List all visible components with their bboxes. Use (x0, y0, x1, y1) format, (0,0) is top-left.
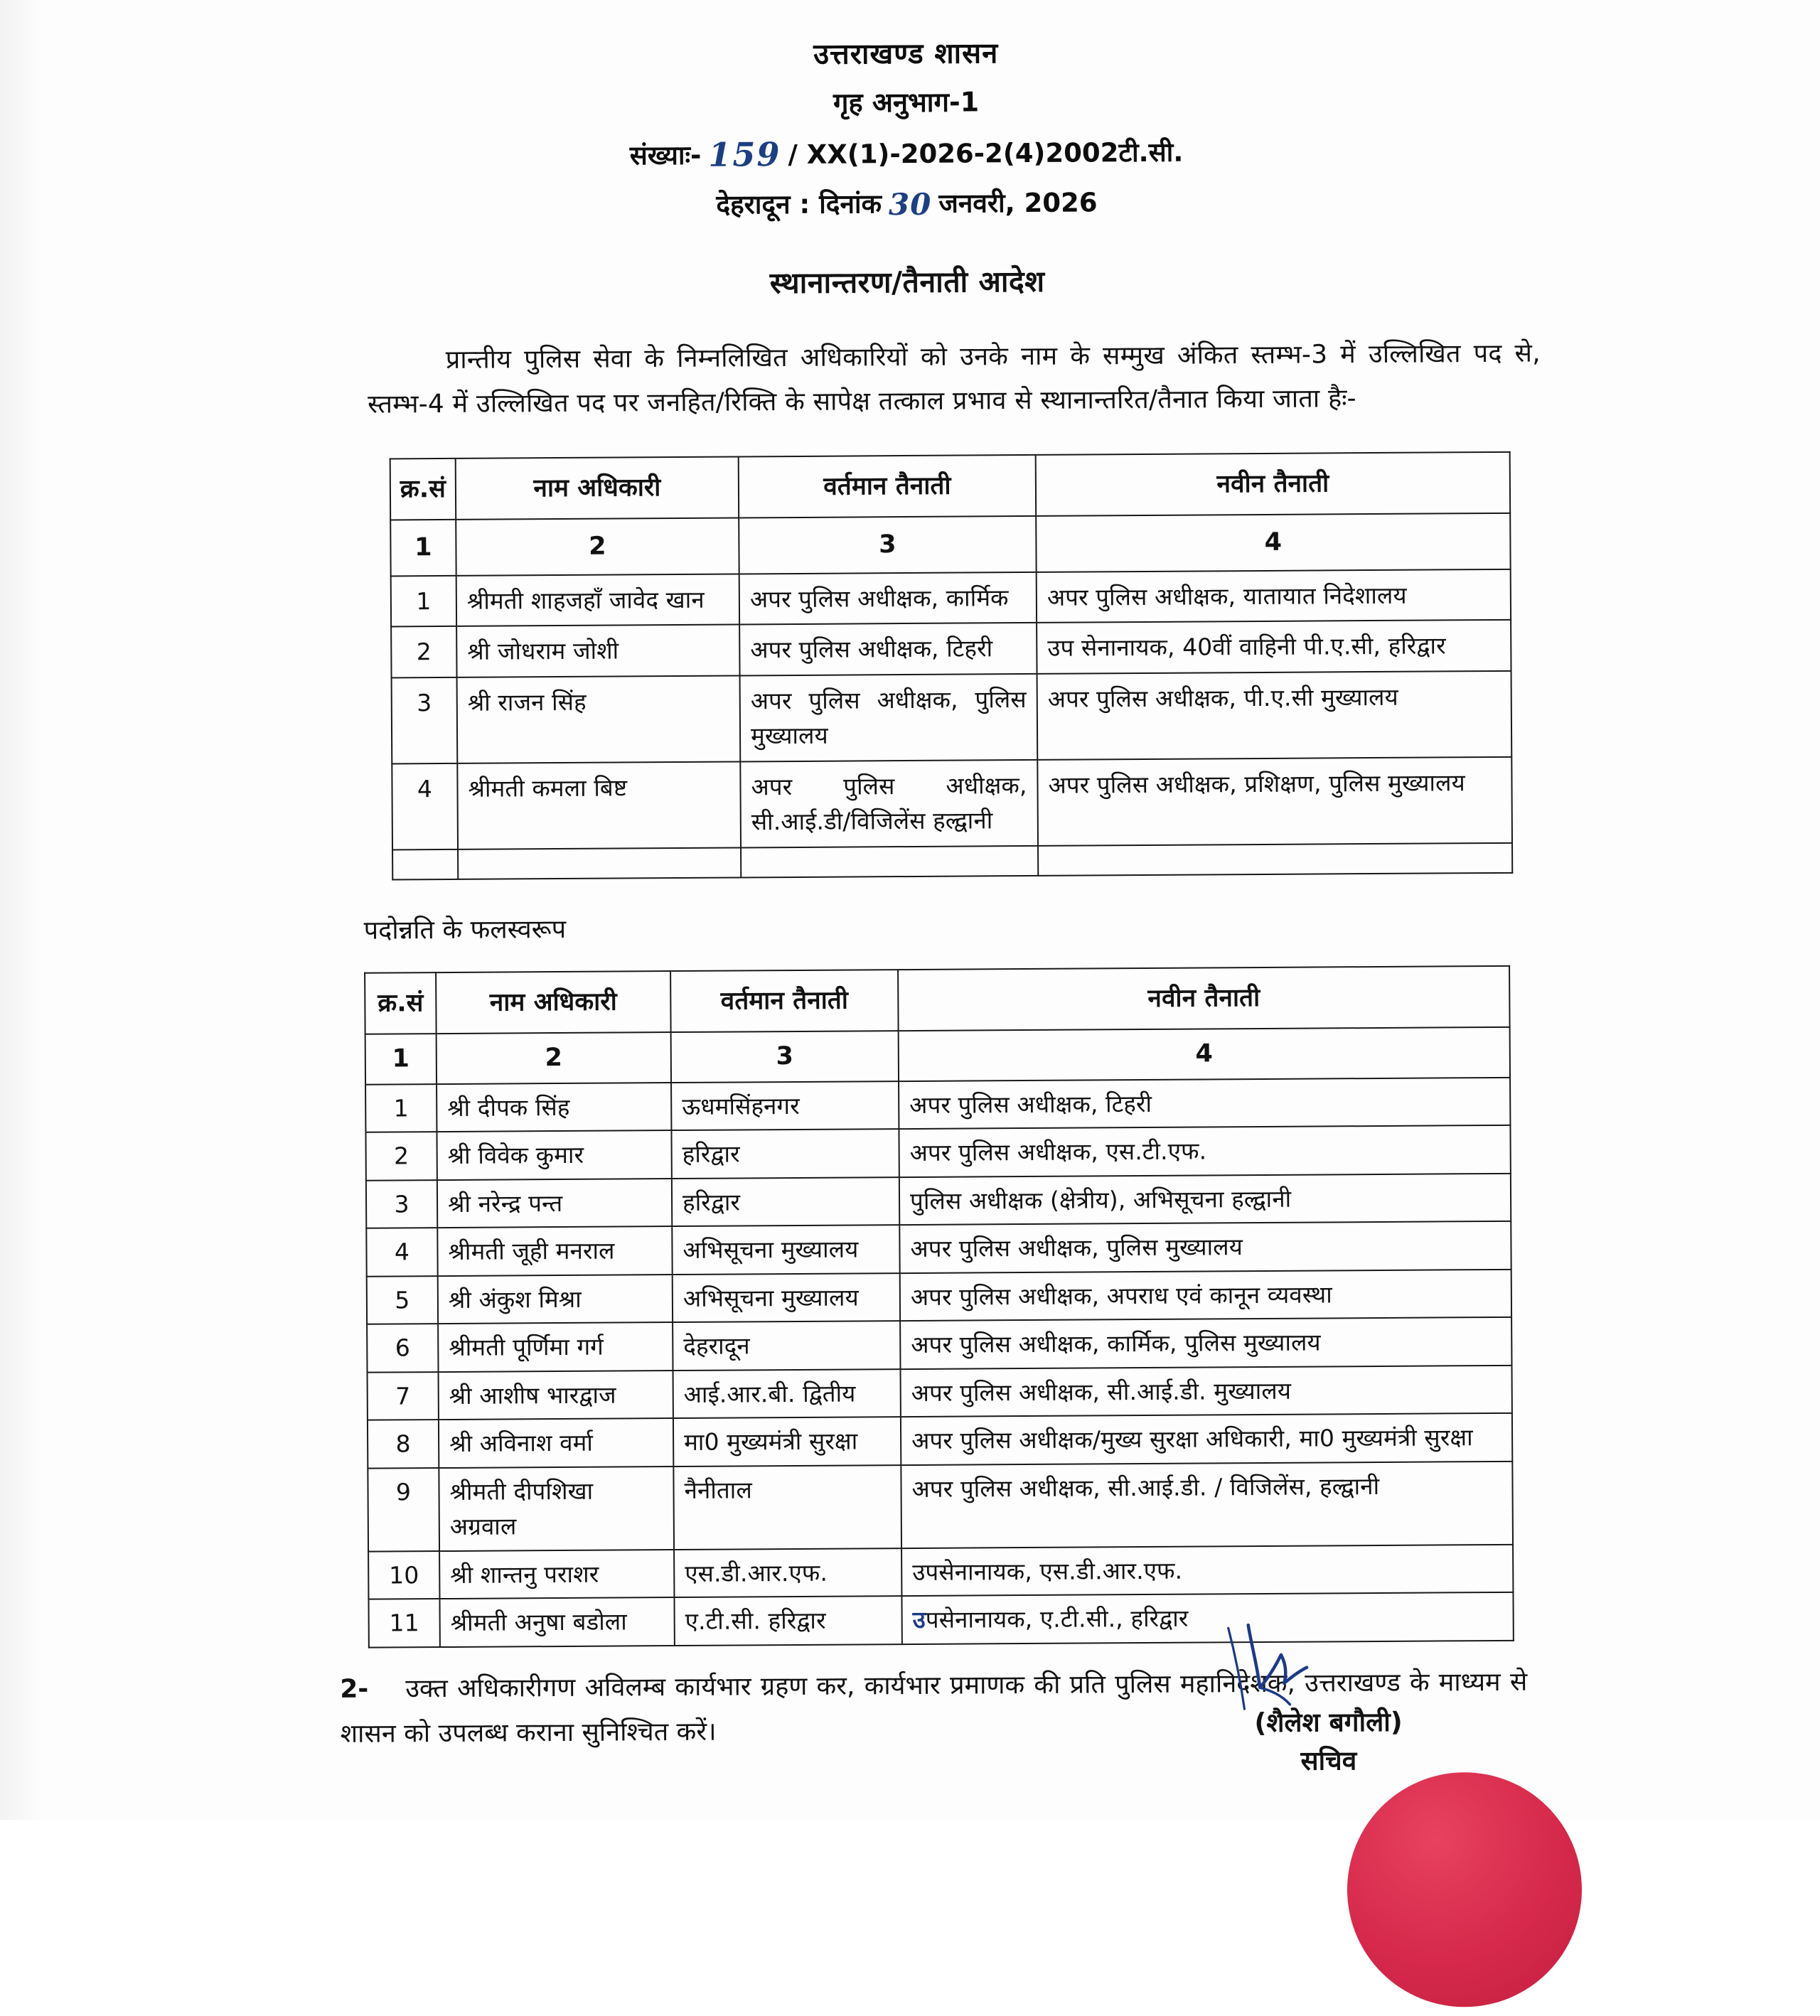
signatory-designation: सचिव (1300, 1744, 1357, 1776)
cell-new-posting: अपर पुलिस अधीक्षक, प्रशिक्षण, पुलिस मुख्यालय (1037, 757, 1512, 846)
cell-officer-name: श्रीमती शाहजहाँ जावेद खान (456, 574, 739, 626)
cell-serial: 1 (365, 1084, 437, 1132)
cell-new-posting: पुलिस अधीक्षक (क्षेत्रीय), अभिसूचना हल्द्वानी (899, 1174, 1511, 1226)
official-seal (1347, 1771, 1583, 2007)
department-name: गृह अनुभाग-1 (833, 86, 980, 119)
cell-current-posting: हरिद्वार (671, 1129, 899, 1178)
th-new-posting: नवीन तैनाती (1036, 452, 1511, 517)
file-number-label: संख्याः- (629, 139, 702, 171)
table-two-column-number-row (365, 1027, 1510, 1084)
cell-new-posting: उपसेनानायक, एस.डी.आर.एफ. (901, 1545, 1513, 1597)
place-date-line (0, 178, 1817, 227)
cell-serial: 7 (368, 1372, 439, 1420)
th-current-posting: वर्तमान तैनाती (739, 455, 1037, 518)
closing-paragraph-number: 2- (340, 1674, 369, 1704)
cell-current-posting: एस.डी.आर.एफ. (674, 1548, 901, 1597)
signatory-name: (शैलेश बगौली) (1254, 1706, 1403, 1739)
file-number-handwritten: 159 (708, 135, 781, 174)
cell-current-posting: अभिसूचना मुख्यालय (672, 1225, 899, 1274)
cell-officer-name: श्री आशीष भारद्वाज (439, 1371, 673, 1420)
cell-current-posting: देहरादून (673, 1321, 900, 1370)
cell-current-posting: अपर पुलिस अधीक्षक, कार्मिक (739, 572, 1037, 625)
cell-serial: 3 (366, 1180, 437, 1228)
cell-current-posting: ए.टी.सी. हरिद्वार (674, 1596, 901, 1645)
cell-current-posting: अभिसूचना मुख्यालय (673, 1273, 900, 1322)
spacer-cell (392, 849, 458, 880)
table-row (368, 1592, 1513, 1647)
table-row (368, 1545, 1513, 1599)
date-rest: जनवरी, 2026 (938, 187, 1098, 219)
cell-officer-name: श्री जोधराम जोशी (456, 625, 739, 677)
table-row (391, 569, 1511, 627)
colnum-1: 1 (365, 1034, 437, 1084)
cell-serial: 2 (365, 1132, 437, 1180)
signature-block (1143, 1703, 1514, 1781)
table-row (367, 1317, 1511, 1372)
cell-new-posting: अपर पुलिस अधीक्षक, सी.आई.डी. मुख्यालय (901, 1366, 1512, 1417)
th-current-posting: वर्तमान तैनाती (670, 970, 899, 1032)
cell-serial: 11 (368, 1599, 439, 1647)
cell-officer-name: श्रीमती जूही मनराल (437, 1226, 672, 1276)
intro-paragraph (368, 332, 1541, 427)
th-officer-name: नाम अधिकारी (436, 971, 671, 1034)
cell-serial: 2 (391, 626, 456, 677)
cell-officer-name: श्रीमती दीपशिखा अग्रवाल (439, 1467, 674, 1551)
table-row (366, 1221, 1511, 1276)
cell-new-posting: अपर पुलिस अधीक्षक, सी.आई.डी. / विजिलेंस, हल्द्वानी (901, 1462, 1513, 1548)
cell-serial: 4 (392, 763, 458, 850)
cell-serial: 10 (368, 1551, 439, 1599)
spacer-cell (741, 846, 1038, 878)
table-row (391, 620, 1511, 677)
th-serial: क्र.सं (365, 972, 437, 1034)
paragraph-indent (368, 368, 446, 369)
cell-serial: 8 (368, 1420, 439, 1468)
cell-officer-name: श्री नरेन्द्र पन्त (437, 1179, 672, 1228)
handwritten-correction-char: उ (912, 1606, 926, 1634)
cell-officer-name: श्रीमती पूर्णिमा गर्ग (438, 1322, 673, 1372)
table-two-header-row (365, 966, 1509, 1034)
cell-current-posting: अपर पुलिस अधीक्षक, टिहरी (739, 623, 1037, 675)
table-row (366, 1174, 1511, 1228)
place-label: देहरादून : दिनांक (716, 188, 882, 220)
cell-new-posting: अपर पुलिस अधीक्षक, एस.टी.एफ. (899, 1125, 1510, 1177)
table-row (368, 1462, 1513, 1552)
closing-paragraph-text: उक्त अधिकारीगण अविलम्ब कार्यभार ग्रहण कर, कार्यभार प्रमाणक की प्रति पुलिस महानिदेशक, उत्तराखण्ड के माध्यम से शासन को उपलब्ध कराना सुनिश्चित करें। (340, 1667, 1528, 1749)
date-handwritten: 30 (888, 186, 932, 222)
cell-serial: 3 (392, 677, 458, 764)
cell-new-posting: अपर पुलिस अधीक्षक, अपराध एवं कानून व्यवस्था (900, 1270, 1511, 1321)
cell-officer-name: श्री दीपक सिंह (437, 1083, 671, 1132)
cell-new-posting: अपर पुलिस अधीक्षक, पुलिस मुख्यालय (899, 1221, 1511, 1273)
cell-current-posting: अपर पुलिस अधीक्षक, पुलिस मुख्यालय (740, 674, 1038, 762)
cell-serial: 1 (391, 576, 456, 627)
file-number-line (0, 129, 1816, 178)
cell-new-posting: अपर पुलिस अधीक्षक, कार्मिक, पुलिस मुख्यालय (900, 1317, 1511, 1369)
promotion-section-label: पदोन्नति के फलस्वरूप (363, 914, 567, 945)
cell-officer-name: श्री विवेक कुमार (437, 1130, 671, 1180)
colnum-4: 4 (1036, 513, 1510, 572)
file-number-rest: / XX(1)-2026-2(4)2002टी.सी. (788, 136, 1184, 171)
table-row (368, 1366, 1512, 1420)
promotion-table-two (364, 965, 1514, 1648)
cell-new-posting: अपर पुलिस अधीक्षक, टिहरी (899, 1078, 1510, 1130)
cell-current-posting: नैनीताल (673, 1465, 901, 1550)
cell-new-posting: अपर पुलिस अधीक्षक, पी.ए.सी मुख्यालय (1037, 671, 1512, 760)
cell-serial: 9 (368, 1468, 439, 1552)
colnum-3: 3 (739, 516, 1036, 574)
colnum-2: 2 (456, 518, 739, 576)
cell-new-posting: अपर पुलिस अधीक्षक, यातायात निदेशालय (1037, 569, 1511, 623)
table-one-header-row (390, 452, 1510, 520)
table-row (392, 671, 1512, 764)
cell-serial: 5 (367, 1276, 438, 1324)
colnum-3: 3 (671, 1031, 899, 1082)
cell-serial: 6 (367, 1324, 438, 1372)
cell-officer-name: श्रीमती अनुषा बडोला (439, 1597, 674, 1647)
table-one-column-number-row (390, 513, 1510, 576)
cell-current-posting: आई.आर.बी. द्वितीय (673, 1369, 901, 1418)
spacer-cell (458, 847, 741, 879)
government-name: उत्तराखण्ड शासन (813, 37, 999, 71)
th-new-posting: नवीन तैनाती (898, 966, 1510, 1031)
colnum-1: 1 (390, 520, 456, 576)
cell-new-posting: उप सेनानायक, 40वीं वाहिनी पी.ए.सी, हरिद्वार (1037, 620, 1511, 674)
table-row (368, 1413, 1512, 1468)
spacer-cell (1038, 843, 1512, 876)
cell-new-posting-rest: पसेनानायक, ए.टी.सी., हरिद्वार (925, 1604, 1189, 1634)
cell-current-posting: अपर पुलिस अधीक्षक, सी.आई.डी/विजिलेंस हल्द्वानी (740, 760, 1038, 848)
th-serial: क्र.सं (390, 459, 456, 520)
table-row (365, 1078, 1510, 1132)
table-one-footer-spacer (392, 843, 1512, 880)
order-title: स्थानान्तरण/तैनाती आदेश (769, 264, 1045, 301)
table-row (367, 1270, 1511, 1324)
cell-officer-name: श्रीमती कमला बिष्ट (457, 761, 741, 849)
transfer-table-one (390, 451, 1514, 881)
table-row (392, 757, 1512, 850)
cell-serial: 4 (366, 1228, 437, 1276)
table-row (365, 1125, 1510, 1180)
cell-officer-name: श्री अविनाश वर्मा (439, 1418, 673, 1468)
th-officer-name: नाम अधिकारी (456, 456, 739, 520)
cell-current-posting: मा0 मुख्यमंत्री सुरक्षा (673, 1417, 901, 1466)
cell-current-posting: हरिद्वार (672, 1177, 899, 1226)
colnum-2: 2 (437, 1032, 671, 1084)
cell-current-posting: ऊधमसिंहनगर (671, 1081, 899, 1130)
cell-officer-name: श्री राजन सिंह (457, 675, 741, 763)
cell-officer-name: श्री अंकुश मिश्रा (438, 1275, 673, 1324)
cell-new-posting: अपर पुलिस अधीक्षक/मुख्य सुरक्षा अधिकारी, मा0 मुख्यमंत्री सुरक्षा (901, 1413, 1512, 1465)
cell-new-posting (901, 1592, 1513, 1644)
colnum-4: 4 (899, 1027, 1510, 1081)
intro-paragraph-text: प्रान्तीय पुलिस सेवा के निम्नलिखित अधिकारियों को उनके नाम के सम्मुख अंकित स्तम्भ-3 में उल्लिखित पद से, स्तम्भ-4 में उल्लिखित पद पर जनहित/रिक्ति के सापेक्ष तत्काल प्रभाव से स्थानान्तरित/तैनात किया जाता हैः- (368, 338, 1541, 419)
cell-officer-name: श्री शान्तनु पराशर (439, 1550, 674, 1599)
